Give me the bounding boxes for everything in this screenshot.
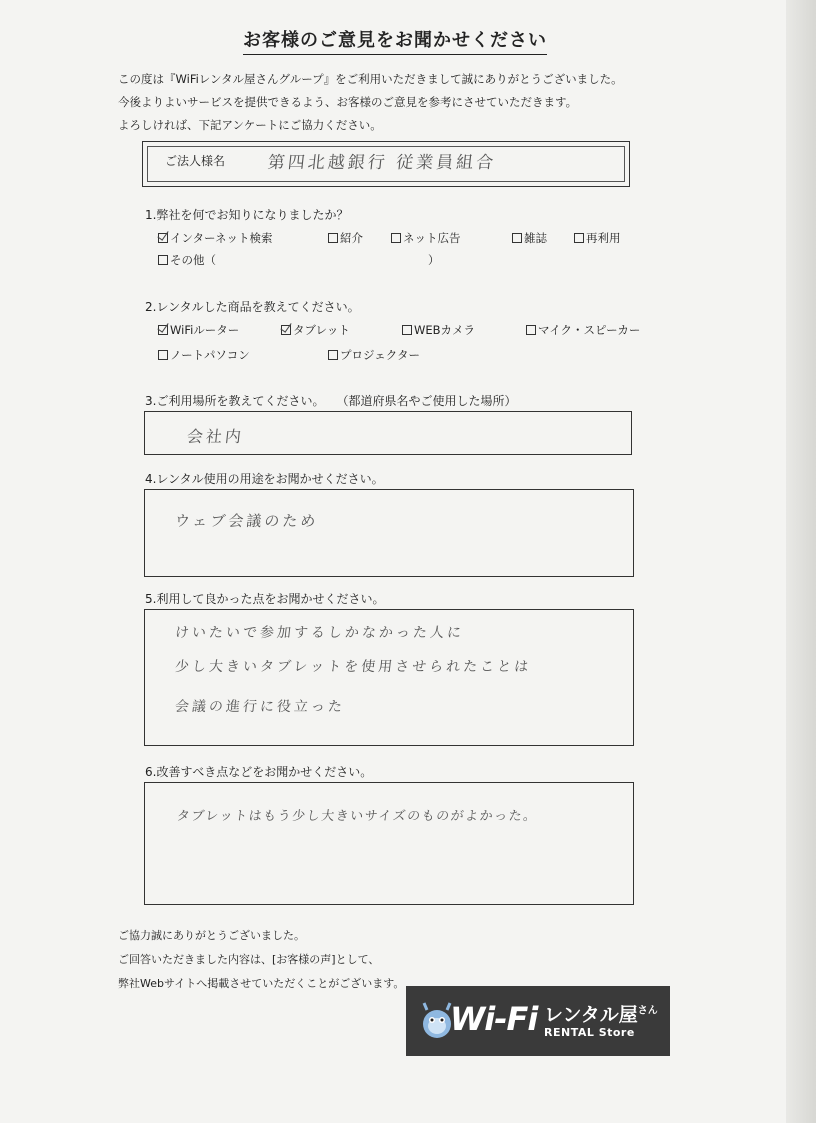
checkbox-icon[interactable]: [158, 325, 168, 335]
footer-line: ご回答いただきました内容は、[お客様の声]として、: [118, 953, 380, 966]
corporate-name-box: [142, 141, 630, 187]
intro-text: [118, 68, 623, 137]
checkbox-icon[interactable]: [526, 325, 536, 335]
checkbox-icon[interactable]: [158, 255, 168, 265]
q6-answer-box[interactable]: [144, 782, 634, 905]
q1-option-reuse[interactable]: 再利用: [574, 230, 621, 246]
intro-line: よろしければ、下記アンケートにご協力ください。: [118, 118, 382, 132]
q1-option-other-close: ）: [428, 253, 440, 267]
checkbox-icon[interactable]: [328, 233, 338, 243]
checkbox-icon[interactable]: [512, 233, 522, 243]
q6-answer: タブレットはもう少し大きいサイズのものがよかった。: [176, 809, 539, 824]
corporate-name-value[interactable]: 第四北越銀行 従業員組合: [266, 153, 498, 173]
q1-option-other[interactable]: その他（: [158, 252, 216, 268]
checkbox-icon[interactable]: [328, 350, 338, 360]
q3-question: 3.ご利用場所を教えてください。 （都道府県名やご使用した場所）: [145, 394, 517, 408]
checkbox-icon[interactable]: [158, 350, 168, 360]
mascot-icon: [420, 1000, 454, 1040]
checkbox-icon[interactable]: [574, 233, 584, 243]
q1-option-magazine[interactable]: 雑誌: [512, 230, 547, 246]
q1-option-internet-search[interactable]: インターネット検索: [158, 230, 272, 246]
corporate-name-label: ご法人様名: [165, 154, 226, 168]
footer-text: [118, 924, 404, 996]
q3-answer-box[interactable]: [144, 411, 632, 455]
q5-answer-box[interactable]: [144, 609, 634, 746]
q2-option-laptop[interactable]: ノートパソコン: [158, 347, 250, 363]
logo-en-text: RENTAL Store: [544, 1026, 635, 1039]
logo-wifi-text: Wi-Fi: [450, 1000, 538, 1038]
q2-option-web-camera[interactable]: WEBカメラ: [402, 322, 475, 338]
q2-question: 2.レンタルした商品を教えてください。: [145, 300, 360, 314]
checkbox-icon[interactable]: [158, 233, 168, 243]
q4-answer-box[interactable]: [144, 489, 634, 577]
q4-question: 4.レンタル使用の用途をお聞かせください。: [145, 472, 384, 486]
q2-option-wifi-router[interactable]: WiFiルーター: [158, 322, 239, 338]
q2-option-tablet[interactable]: タブレット: [281, 322, 350, 338]
q4-answer: ウェブ会議のため: [174, 512, 320, 530]
footer-line: 弊社Webサイトへ掲載させていただくことがございます。: [118, 977, 405, 990]
checkbox-icon[interactable]: [402, 325, 412, 335]
page-edge: [786, 0, 816, 1123]
q1-option-net-ad[interactable]: ネット広告: [391, 230, 461, 246]
intro-line: 今後よりよいサービスを提供できるよう、お客様のご意見を参考にさせていただきます。: [118, 95, 578, 109]
page-title: お客様のご意見をお聞かせください: [0, 26, 790, 52]
checkbox-icon[interactable]: [281, 325, 291, 335]
checkbox-icon[interactable]: [391, 233, 401, 243]
q6-question: 6.改善すべき点などをお聞かせください。: [145, 765, 373, 779]
q1-option-referral[interactable]: 紹介: [328, 230, 363, 246]
brand-logo: [406, 986, 670, 1056]
q5-answer-line: 会議の進行に役立った: [174, 699, 346, 715]
q5-answer-line: けいたいで参加するしかなかった人に: [174, 625, 465, 641]
q3-answer: 会社内: [185, 427, 245, 446]
q2-option-mic-speaker[interactable]: マイク・スピーカー: [526, 322, 640, 338]
intro-line: この度は『WiFiレンタル屋さんグループ』をご利用いただきまして誠にありがとうございました。: [118, 72, 623, 86]
q3-hint: （都道府県名やご使用した場所）: [342, 394, 517, 408]
q5-question: 5.利用して良かった点をお聞かせください。: [145, 592, 385, 606]
q5-answer-line: 少し大きいタブレットを使用させられたことは: [174, 659, 533, 675]
logo-jp-text: レンタル屋$^{さん}$: [544, 1004, 658, 1026]
q2-option-projector[interactable]: プロジェクター: [328, 347, 420, 363]
footer-line: ご協力誠にありがとうございました。: [118, 929, 305, 942]
q1-question: 1.弊社を何でお知りになりましたか？: [145, 208, 349, 222]
